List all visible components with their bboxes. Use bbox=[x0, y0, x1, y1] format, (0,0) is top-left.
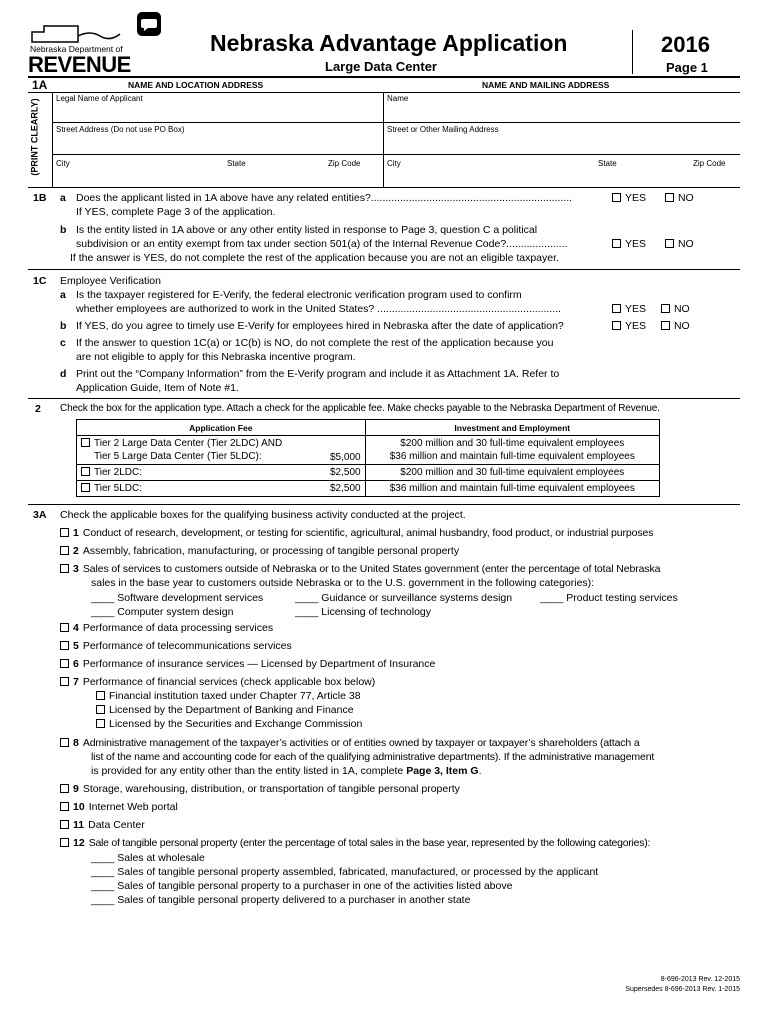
question-1b-b: Is the entity listed in 1A above or any other entity listed in response to Page 3, question C a political bbox=[76, 224, 538, 236]
item-number: 12 bbox=[73, 837, 85, 849]
activity-item-4 bbox=[60, 622, 273, 634]
employee-verification-title: Employee Verification bbox=[60, 275, 161, 287]
form-title: Nebraska Advantage Application bbox=[210, 30, 568, 56]
no-label: NO bbox=[677, 192, 694, 204]
rule bbox=[28, 504, 740, 505]
item-8-line3-bold: Page 3, Item G bbox=[406, 765, 479, 777]
item-7-sub bbox=[96, 718, 362, 730]
item-text: Internet Web portal bbox=[88, 801, 178, 813]
item-text: Performance of telecommunications services bbox=[82, 640, 292, 652]
fee-label: Tier 5LDC: bbox=[94, 483, 142, 494]
activity-item-3 bbox=[60, 563, 660, 575]
activity-checkbox-1[interactable] bbox=[60, 528, 69, 537]
fee-label: Tier 5 Large Data Center (Tier 5LDC): bbox=[94, 451, 262, 462]
item-text: Performance of financial services (check applicable box below) bbox=[82, 676, 376, 688]
item-number: 6 bbox=[73, 658, 79, 670]
investment-cell bbox=[365, 436, 659, 465]
tier5ldc-checkbox[interactable] bbox=[81, 483, 90, 492]
activity-checkbox-9[interactable] bbox=[60, 784, 69, 793]
yes-label: YES bbox=[625, 238, 647, 250]
item-letter: b bbox=[60, 224, 67, 236]
investment-text: $36 million and maintain full-time equivalent employees bbox=[365, 481, 659, 497]
yes-no-1c-a bbox=[612, 303, 690, 315]
city-field[interactable] bbox=[53, 155, 382, 187]
yes-label: YES bbox=[625, 192, 647, 204]
mailing-name-field[interactable] bbox=[384, 93, 740, 121]
chat-bubble-icon[interactable] bbox=[137, 12, 161, 36]
item-number: 9 bbox=[73, 783, 79, 795]
tier2ldc-checkbox[interactable] bbox=[81, 467, 90, 476]
fee-amount: $2,500 bbox=[295, 465, 365, 481]
fee-label: Tier 2LDC: bbox=[94, 467, 142, 478]
item-number: 10 bbox=[73, 801, 85, 813]
investment-text: $36 million and maintain full-time equivalent employees bbox=[389, 451, 635, 462]
item-number: 7 bbox=[73, 676, 79, 688]
mailing-city-field[interactable] bbox=[384, 155, 740, 187]
question-1c-a: Is the taxpayer registered for E-Verify, the federal electronic verification program used to confirm bbox=[76, 289, 522, 301]
street-address-field[interactable] bbox=[53, 123, 382, 153]
question-1c-b: If YES, do you agree to timely use E-Verify for employees hired in Nebraska after the date of application? bbox=[76, 320, 564, 332]
activity-checkbox-7[interactable] bbox=[60, 677, 69, 686]
activity-item-2 bbox=[60, 545, 459, 557]
fee-label: Tier 2 Large Data Center (Tier 2LDC) AND bbox=[94, 438, 283, 449]
yes-checkbox-1c-b[interactable] bbox=[612, 321, 621, 330]
city-label: City bbox=[56, 159, 70, 168]
mailing-street-field[interactable] bbox=[384, 123, 740, 153]
question-1c-c-line2: are not eligible to apply for this Nebraska incentive program. bbox=[76, 351, 356, 363]
item-7-sub-text: Financial institution taxed under Chapter 77, Article 38 bbox=[109, 690, 361, 702]
item-text: Data Center bbox=[88, 819, 145, 831]
item-letter: a bbox=[60, 192, 66, 204]
item-3-category: ____ Computer system design bbox=[91, 606, 234, 618]
activity-item-5 bbox=[60, 640, 292, 652]
activity-checkbox-6[interactable] bbox=[60, 659, 69, 668]
section-3a-label: 3A bbox=[33, 509, 47, 521]
item-12-sub: ____ Sales of tangible personal property assembled, fabricated, manufactured, or processed by the applicant bbox=[91, 866, 599, 878]
form-year: 2016 bbox=[661, 32, 710, 57]
legal-name-field[interactable] bbox=[53, 93, 382, 121]
item-8-line2: list of the name and accounting code for each of the qualifying administrative departments). If the administrative management bbox=[91, 751, 655, 763]
fee-cell bbox=[77, 436, 296, 465]
yes-label: YES bbox=[625, 303, 647, 315]
section-2-label: 2 bbox=[35, 403, 41, 415]
form-supersedes: Supersedes 8-696-2013 Rev. 1-2015 bbox=[625, 986, 740, 993]
section-1a-label: 1A bbox=[32, 78, 48, 92]
activity-item-11 bbox=[60, 819, 145, 831]
item-number: 5 bbox=[73, 640, 79, 652]
department-line: Nebraska Department of bbox=[30, 44, 123, 54]
activity-checkbox-11[interactable] bbox=[60, 820, 69, 829]
item-7-sub bbox=[96, 690, 361, 702]
page-number: Page 1 bbox=[666, 60, 708, 75]
print-clearly-label: (PRINT CLEARLY) bbox=[29, 98, 40, 176]
item-8-line3-text: is provided for any entity other than the entity listed in 1A, complete bbox=[91, 765, 407, 777]
yes-no-1b-a bbox=[612, 192, 694, 204]
activity-item-7 bbox=[60, 676, 375, 688]
no-label: NO bbox=[677, 238, 694, 250]
mailing-name-label: Name bbox=[387, 94, 409, 103]
yes-label: YES bbox=[625, 320, 647, 332]
item-letter: d bbox=[60, 368, 67, 380]
yes-checkbox-1b-a[interactable] bbox=[612, 193, 621, 202]
zip-label: Zip Code bbox=[328, 159, 361, 168]
activity-checkbox-10[interactable] bbox=[60, 802, 69, 811]
investment-text: $200 million and 30 full-time equivalent employees bbox=[400, 438, 625, 449]
activity-item-8 bbox=[60, 737, 640, 749]
section-1c-label: 1C bbox=[33, 275, 47, 287]
item-3-category: ____ Software development services bbox=[91, 592, 264, 604]
no-label: NO bbox=[673, 320, 690, 332]
item-text: Conduct of research, development, or testing for scientific, agricultural, animal husbandry, food product, or industrial purposes bbox=[82, 527, 654, 539]
activity-checkbox-8[interactable] bbox=[60, 738, 69, 747]
investment-text: $200 million and 30 full-time equivalent employees bbox=[365, 465, 659, 481]
form-subtitle: Large Data Center bbox=[325, 59, 437, 74]
item-12-sub: ____ Sales at wholesale bbox=[91, 852, 205, 864]
fee-amount: $5,000 bbox=[295, 436, 365, 465]
section-2-instructions: Check the box for the application type. Attach a check for the applicable fee. Make checks payable to the Nebraska Department of Revenue. bbox=[60, 403, 660, 414]
question-1c-a-line2: whether employees are authorized to work in the United States? ............................................................... bbox=[76, 303, 561, 315]
mailing-street-label: Street or Other Mailing Address bbox=[387, 125, 499, 134]
no-checkbox-1b-b[interactable] bbox=[665, 239, 674, 248]
item-number: 2 bbox=[73, 545, 79, 557]
item-3-line2: sales in the base year to customers outside Nebraska or to the U.S. government in the following categories): bbox=[91, 577, 595, 589]
fee-cell bbox=[77, 465, 296, 481]
activity-item-10 bbox=[60, 801, 178, 813]
state-label: State bbox=[227, 159, 246, 168]
no-checkbox-1b-a[interactable] bbox=[665, 193, 674, 202]
item-12-sub: ____ Sales of tangible personal property delivered to a purchaser in another state bbox=[91, 894, 471, 906]
name-location-header: NAME AND LOCATION ADDRESS bbox=[128, 80, 264, 90]
section-3a-intro: Check the applicable boxes for the qualifying business activity conducted at the project. bbox=[60, 509, 466, 521]
item-text: Sales of services to customers outside of Nebraska or to the United States government (enter the percentage of total Nebraska bbox=[82, 563, 661, 575]
mailing-city-label: City bbox=[387, 159, 401, 168]
rule bbox=[28, 398, 740, 399]
item-number: 1 bbox=[73, 527, 79, 539]
activity-checkbox-2[interactable] bbox=[60, 546, 69, 555]
item-text: Storage, warehousing, distribution, or transportation of tangible personal property bbox=[82, 783, 460, 795]
legal-name-label: Legal Name of Applicant bbox=[56, 94, 143, 103]
yes-checkbox-1b-b[interactable] bbox=[612, 239, 621, 248]
activity-checkbox-4[interactable] bbox=[60, 623, 69, 632]
yes-no-1c-b bbox=[612, 320, 690, 332]
activity-item-9 bbox=[60, 783, 460, 795]
fee-table bbox=[76, 419, 660, 497]
question-1c-c: If the answer to question 1C(a) or 1C(b) is NO, do not complete the rest of the application because you bbox=[76, 337, 554, 349]
activity-checkbox-3[interactable] bbox=[60, 564, 69, 573]
item-7-sub bbox=[96, 704, 354, 716]
question-1b-a: Does the applicant listed in 1A above have any related entities?..................................................................... bbox=[76, 192, 573, 204]
question-1b-a-note: If YES, complete Page 3 of the application. bbox=[76, 206, 276, 218]
item-number: 3 bbox=[73, 563, 79, 575]
no-checkbox-1c-b[interactable] bbox=[661, 321, 670, 330]
header-divider bbox=[632, 30, 633, 74]
no-label: NO bbox=[673, 303, 690, 315]
item-text: Performance of data processing services bbox=[82, 622, 274, 634]
item-7-sub-text: Licensed by the Securities and Exchange Commission bbox=[109, 718, 363, 730]
item-12-sub: ____ Sales of tangible personal property to a purchaser in one of the activities listed above bbox=[91, 880, 513, 892]
activity-item-12 bbox=[60, 837, 650, 849]
item-3-category: ____ Guidance or surveillance systems design bbox=[295, 592, 513, 604]
item-8-line3 bbox=[91, 765, 481, 777]
section-1b-label: 1B bbox=[33, 192, 47, 204]
yes-no-1b-b bbox=[612, 238, 694, 250]
item-text: Assembly, fabrication, manufacturing, or processing of tangible personal property bbox=[82, 545, 460, 557]
item-number: 11 bbox=[73, 819, 85, 831]
mailing-state-label: State bbox=[598, 159, 617, 168]
item-number: 4 bbox=[73, 622, 79, 634]
item-letter: b bbox=[60, 320, 67, 332]
item-number: 8 bbox=[73, 737, 79, 749]
activity-item-6 bbox=[60, 658, 435, 670]
form-revision: 8-696-2013 Rev. 12-2015 bbox=[660, 976, 740, 983]
item-letter: a bbox=[60, 289, 66, 301]
rule bbox=[28, 269, 740, 270]
fee-column-header: Application Fee bbox=[77, 420, 366, 436]
question-1b-b-note: If the answer is YES, do not complete the rest of the application because you are not an eligible taxpayer. bbox=[70, 252, 559, 264]
mailing-zip-label: Zip Code bbox=[693, 159, 726, 168]
tier2-tier5-checkbox[interactable] bbox=[81, 438, 90, 447]
activity-checkbox-12[interactable] bbox=[60, 838, 69, 847]
rule bbox=[28, 76, 740, 78]
no-checkbox-1c-a[interactable] bbox=[661, 304, 670, 313]
item-text: Performance of insurance services — Licensed by Department of Insurance bbox=[82, 658, 436, 670]
activity-item-1 bbox=[60, 527, 653, 539]
item-7-sub-checkbox[interactable] bbox=[96, 705, 105, 714]
name-mailing-header: NAME AND MAILING ADDRESS bbox=[482, 80, 610, 90]
item-text: Administrative management of the taxpayer’s activities or of entities owned by taxpayer or taxpayer’s shareholders (attach a bbox=[82, 737, 640, 749]
item-7-sub-text: Licensed by the Department of Banking and Finance bbox=[109, 704, 354, 716]
rule bbox=[28, 187, 740, 188]
fee-cell bbox=[77, 481, 296, 497]
question-1c-d-line2: Application Guide, Item of Note #1. bbox=[76, 382, 239, 394]
revenue-wordmark: REVENUE bbox=[28, 52, 131, 77]
item-7-sub-checkbox[interactable] bbox=[96, 719, 105, 728]
activity-checkbox-5[interactable] bbox=[60, 641, 69, 650]
yes-checkbox-1c-a[interactable] bbox=[612, 304, 621, 313]
item-7-sub-checkbox[interactable] bbox=[96, 691, 105, 700]
street-address-label: Street Address (Do not use PO Box) bbox=[56, 125, 185, 134]
question-1c-d: Print out the “Company Information” from the E-Verify program and include it as Attachment 1A. Refer to bbox=[76, 368, 560, 380]
item-text: Sale of tangible personal property (enter the percentage of total sales in the base year, represented by the following categories): bbox=[88, 837, 651, 849]
fee-amount: $2,500 bbox=[295, 481, 365, 497]
item-3-category: ____ Product testing services bbox=[540, 592, 678, 604]
item-3-category: ____ Licensing of technology bbox=[295, 606, 432, 618]
investment-column-header: Investment and Employment bbox=[365, 420, 659, 436]
nebraska-logo-mark bbox=[30, 22, 122, 46]
item-letter: c bbox=[60, 337, 66, 349]
question-1b-b-line2: subdivision or an entity exempt from tax under section 501(a) of the Internal Revenue Code?..................... bbox=[76, 238, 568, 250]
item-8-line3-end: . bbox=[478, 765, 482, 777]
